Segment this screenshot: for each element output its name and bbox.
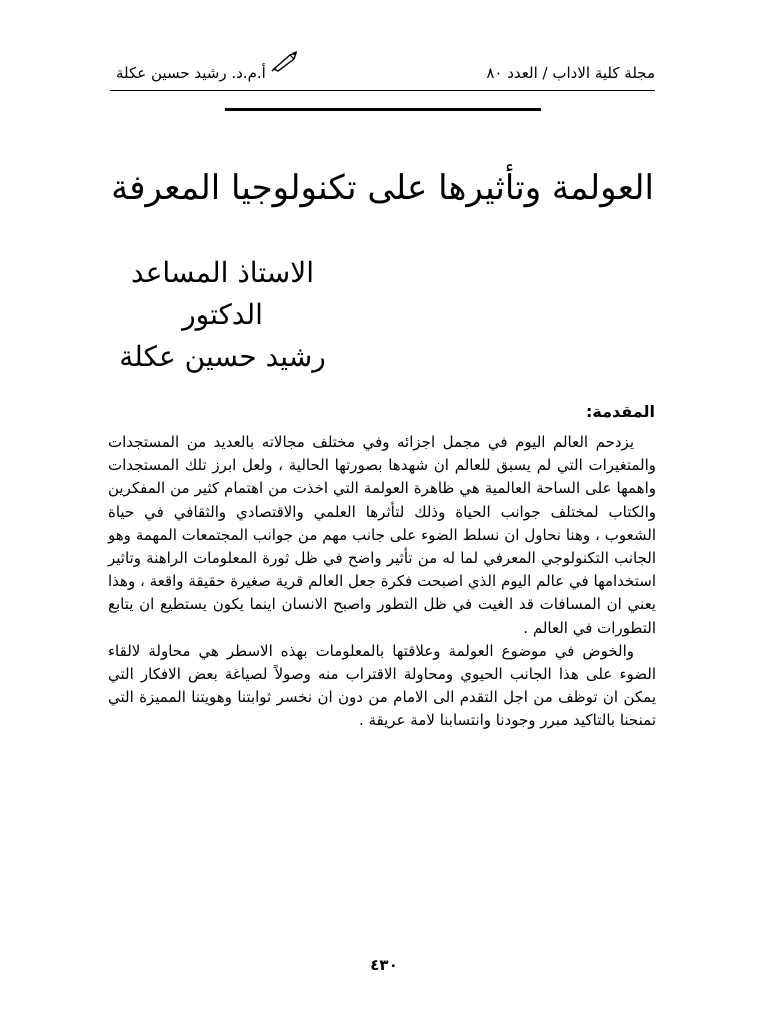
author-name: رشيد حسين عكلة (119, 340, 326, 373)
author-rank: الاستاذ المساعد (131, 256, 314, 289)
body-text (108, 431, 656, 733)
section-heading: المقدمة: (586, 402, 655, 421)
journal-name: مجلة كلية الاداب / العدد ٨٠ (486, 64, 655, 82)
pen-icon (270, 50, 300, 72)
running-header (110, 62, 655, 91)
author-degree: الدكتور (182, 298, 263, 331)
page-number: ٤٣٠ (370, 956, 398, 974)
title-separator (225, 108, 541, 111)
author-block (110, 252, 335, 378)
paragraph: يزدحم العالم اليوم في مجمل اجزائه وفي مختلف مجالاته بالعديد من المستجدات والمتغيرات التي لم يسبق للعالم ان شهدها بصورتها الحالية ، ولعل ابرز تلك المستجدات واهمها على الساحة العالمية هي ظاهرة العولمة التي اخذت من اهتمام كثير من المفكرين والكتاب لمختلف جوانب الحياة وذلك لتأثرها العلمي والاقتصادي والثقافي في حياة الشعوب ، وهنا نحاول ان نسلط الضوء على جانب مهم من جوانب المجتمعات المهمة وهو الجانب التكنولوجي المعرفي لما له من تأثير واضح في ظل ثورة المعلومات الراهنة وتاثير استخدامها في عالم اليوم الذي اصبحت فكرة جعل العالم قرية صغيرة حقيقة واقعة ، وهذا يعني ان المسافات قد الغيت في ظل التطور واصبح الانسان اينما يكون يستطيع ان يتابع التطورات في العالم . (108, 433, 656, 637)
paragraph: والخوض في موضوع العولمة وعلاقتها بالمعلومات بهذه الاسطر هي محاولة لالقاء الضوء على هذا الجانب الحيوي ومحاولة الاقتراب منه وصولاً لصياغة بعض الافكار التي يمكن ان توظف من اجل التقدم الى الامام من دون ان نخسر ثوابتنا وهويتنا المميزة التي تمنحنا بالتاكيد مبرر وجودنا وانتسابنا لامة عريقة . (108, 641, 656, 730)
article-title: العولمة وتأثيرها على تكنولوجيا المعرفة (111, 168, 654, 208)
header-author: أ.م.د. رشيد حسين عكلة (116, 64, 266, 82)
